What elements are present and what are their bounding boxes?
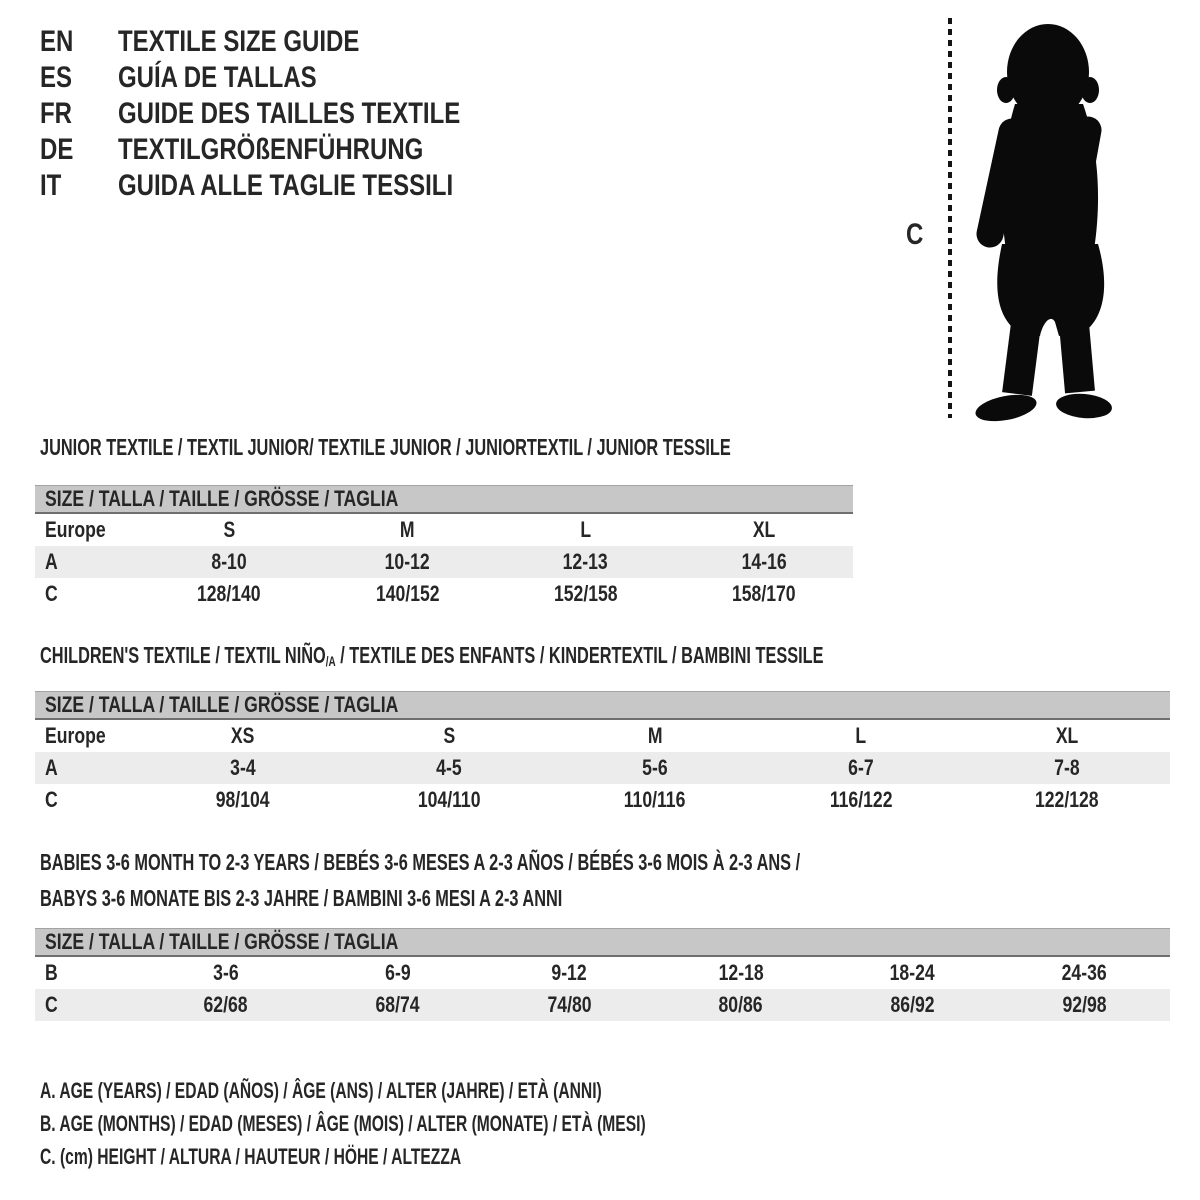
table-cell [140,787,346,813]
lang-code-text: EN [40,25,74,58]
table-cell [140,992,312,1018]
row-label-text: C [45,992,58,1017]
cell-text: L [580,517,591,542]
table-cell [675,517,853,543]
table-cell [552,755,758,781]
cell-text: 9-12 [551,960,587,985]
babies-size-table [35,928,1170,1021]
lang-title [118,169,537,203]
table-cell [758,787,964,813]
row-label [35,755,140,781]
junior-section-title-text: JUNIOR TEXTILE / TEXTIL JUNIOR/ TEXTILE JUNIOR / JUNIORTEXTIL / JUNIOR TESSILE [40,434,731,460]
cell-text: S [223,517,235,542]
table-cell [318,581,496,607]
lang-title-text: GUIDA ALLE TAGLIE TESSILI [118,169,454,202]
babies-row-height [35,989,1170,1021]
size-header-label: SIZE / TALLA / TAILLE / GRÖSSE / TAGLIA [45,486,399,511]
lang-code-text: IT [40,169,62,202]
row-label [35,992,140,1018]
table-cell [140,549,318,575]
cell-text: 62/68 [203,992,248,1017]
lang-title [118,61,366,95]
child-silhouette-shapes [973,24,1113,426]
table-cell [497,581,675,607]
lang-title [118,25,420,59]
table-cell [964,787,1170,813]
legend-line-c [40,1140,893,1173]
babies-title-line1-text: BABIES 3-6 MONTH TO 2-3 YEARS / BEBÉS 3-6 MESES A 2-3 AÑOS / BÉBÉS 3-6 MOIS À 2-3 ANS / [40,849,801,875]
lang-title-text: GUÍA DE TALLAS [118,61,317,94]
table-cell [964,723,1170,749]
babies-row-months [35,957,1170,989]
lang-code-text: FR [40,97,72,130]
table-cell [552,723,758,749]
table-cell [140,581,318,607]
shorts [997,244,1104,336]
cell-text: 92/98 [1062,992,1107,1017]
cell-text: 24-36 [1061,960,1107,985]
child-silhouette-svg [960,12,1144,428]
cell-text: 4-5 [436,755,462,780]
row-label-text: C [45,787,58,812]
babies-title-line1 [40,844,1111,880]
row-label-text: C [45,581,58,606]
table-cell [483,992,655,1018]
table-cell [312,992,484,1018]
cell-text: XS [231,723,255,748]
legend-line-b-text: B. AGE (MONTHS) / EDAD (MESES) / ÂGE (MOIS) / ALTER (MONATE) / ETÀ (MESI) [40,1110,646,1136]
children-title-pre: CHILDREN'S TEXTILE / TEXTIL NIÑO [40,642,326,668]
left-foot [973,390,1038,425]
table-cell [758,723,964,749]
table-cell [675,581,853,607]
children-section-title [40,642,1144,669]
table-cell [497,549,675,575]
table-cell [140,960,312,986]
right-ear [1081,77,1099,103]
table-cell [655,960,827,986]
table-cell [318,549,496,575]
cell-text: M [400,517,415,542]
lang-row-en [40,24,546,60]
lang-title-text: GUIDE DES TAILLES TEXTILE [118,97,461,130]
children-section-title-text [40,642,824,669]
junior-row-height [35,578,853,610]
legend-line-c-text: C. (cm) HEIGHT / ALTURA / HAUTEUR / HÖHE / ALTEZZA [40,1143,462,1169]
cell-text: 7-8 [1054,755,1080,780]
row-label-text: B [45,960,58,985]
children-size-header-bar [35,691,1170,720]
junior-row-europe [35,514,853,546]
lang-title [118,133,500,167]
babies-title-line2 [40,880,1111,916]
lang-code [40,97,118,131]
junior-size-header-bar [35,485,853,514]
size-header-label: SIZE / TALLA / TAILLE / GRÖSSE / TAGLIA [45,692,399,717]
row-label [35,960,140,986]
right-leg [1074,324,1080,392]
lang-title-text: TEXTILE SIZE GUIDE [118,25,360,58]
table-cell [758,755,964,781]
size-header-label: SIZE / TALLA / TAILLE / GRÖSSE / TAGLIA [45,929,399,954]
table-cell [483,960,655,986]
row-label [35,581,140,607]
babies-title-line2-text: BABYS 3-6 MONATE BIS 2-3 JAHRE / BAMBINI 3-6 MESI A 2-3 ANNI [40,885,563,911]
cell-text: 68/74 [375,992,420,1017]
cell-text: 98/104 [216,787,270,812]
cell-text: 6-9 [384,960,411,985]
cell-text: 104/110 [417,787,481,812]
left-ear [997,77,1015,103]
cell-text: S [443,723,455,748]
children-title-post: / TEXTILE DES ENFANTS / KINDERTEXTIL / BAMBINI TESSILE [335,642,824,668]
table-cell [655,992,827,1018]
cell-text: 5-6 [642,755,668,780]
cell-text: 122/128 [1035,787,1099,812]
lang-code-text: ES [40,61,73,94]
table-cell [318,517,496,543]
lang-code [40,61,118,95]
cell-text: 14-16 [741,549,787,574]
cell-text: 140/152 [375,581,440,606]
cell-text: 152/158 [553,581,618,606]
lang-code [40,169,118,203]
cell-text: 110/116 [624,787,686,812]
junior-section-title [40,434,1013,461]
lang-row-fr [40,96,546,132]
child-silhouette [960,12,1144,433]
lang-row-de [40,132,546,168]
row-label [35,549,140,575]
table-cell [552,787,758,813]
cell-text: 6-7 [848,755,874,780]
table-cell [998,960,1170,986]
cell-text: 18-24 [890,960,936,985]
cell-text: XL [1055,723,1079,748]
cell-text: 86/92 [890,992,935,1017]
legend-block [40,1074,893,1173]
legend-line-a [40,1074,893,1107]
table-cell [827,992,999,1018]
cell-text: 12-18 [718,960,764,985]
table-cell [140,755,346,781]
cell-text: 128/140 [197,581,261,606]
cell-text: M [647,723,663,748]
cell-text: 8-10 [211,549,247,574]
legend-line-b [40,1107,893,1140]
junior-size-table [35,485,853,610]
children-row-age [35,752,1170,784]
children-title-sub: /A [325,653,336,669]
table-cell [497,517,675,543]
row-label [35,517,140,543]
legend-line-a-text: A. AGE (YEARS) / EDAD (AÑOS) / ÂGE (ANS) / ALTER (JAHRE) / ETÀ (ANNI) [40,1077,602,1103]
lang-title [118,97,546,131]
babies-section-title [40,844,1111,916]
cell-text: 74/80 [547,992,592,1017]
lang-title-text: TEXTILGRÖßENFÜHRUNG [118,133,424,166]
children-row-height [35,784,1170,816]
cell-text: 12-13 [563,549,609,574]
row-label-text: A [45,549,58,574]
height-measure-dashed-line [948,18,952,418]
cell-text: 116/122 [829,787,893,812]
table-cell [827,960,999,986]
measure-label-c [906,218,928,252]
table-cell [346,755,552,781]
table-cell [346,723,552,749]
lang-code-text: DE [40,133,74,166]
children-size-table [35,691,1170,816]
cell-text: 158/170 [732,581,796,606]
row-label-text: Europe [45,517,106,542]
language-title-block [40,24,546,204]
left-leg [1017,324,1026,394]
lang-row-it [40,168,546,204]
cell-text: 80/86 [718,992,763,1017]
table-cell [964,755,1170,781]
row-label [35,723,140,749]
children-row-europe [35,720,1170,752]
lang-code [40,133,118,167]
babies-size-header-bar [35,928,1170,957]
measure-label-c-text: C [906,218,924,251]
row-label [35,787,140,813]
row-label-text: Europe [45,723,106,748]
table-cell [140,723,346,749]
lang-code [40,25,118,59]
cell-text: XL [752,517,776,542]
table-cell [140,517,318,543]
cell-text: 10-12 [384,549,430,574]
right-arm [1072,130,1088,218]
table-cell [998,992,1170,1018]
row-label-text: A [45,755,58,780]
cell-text: 3-6 [213,960,239,985]
junior-row-age [35,546,853,578]
cell-text: 3-4 [230,755,256,780]
right-foot [1055,392,1113,421]
table-cell [346,787,552,813]
lang-row-es [40,60,546,96]
table-cell [675,549,853,575]
cell-text: L [855,723,867,748]
table-cell [312,960,484,986]
